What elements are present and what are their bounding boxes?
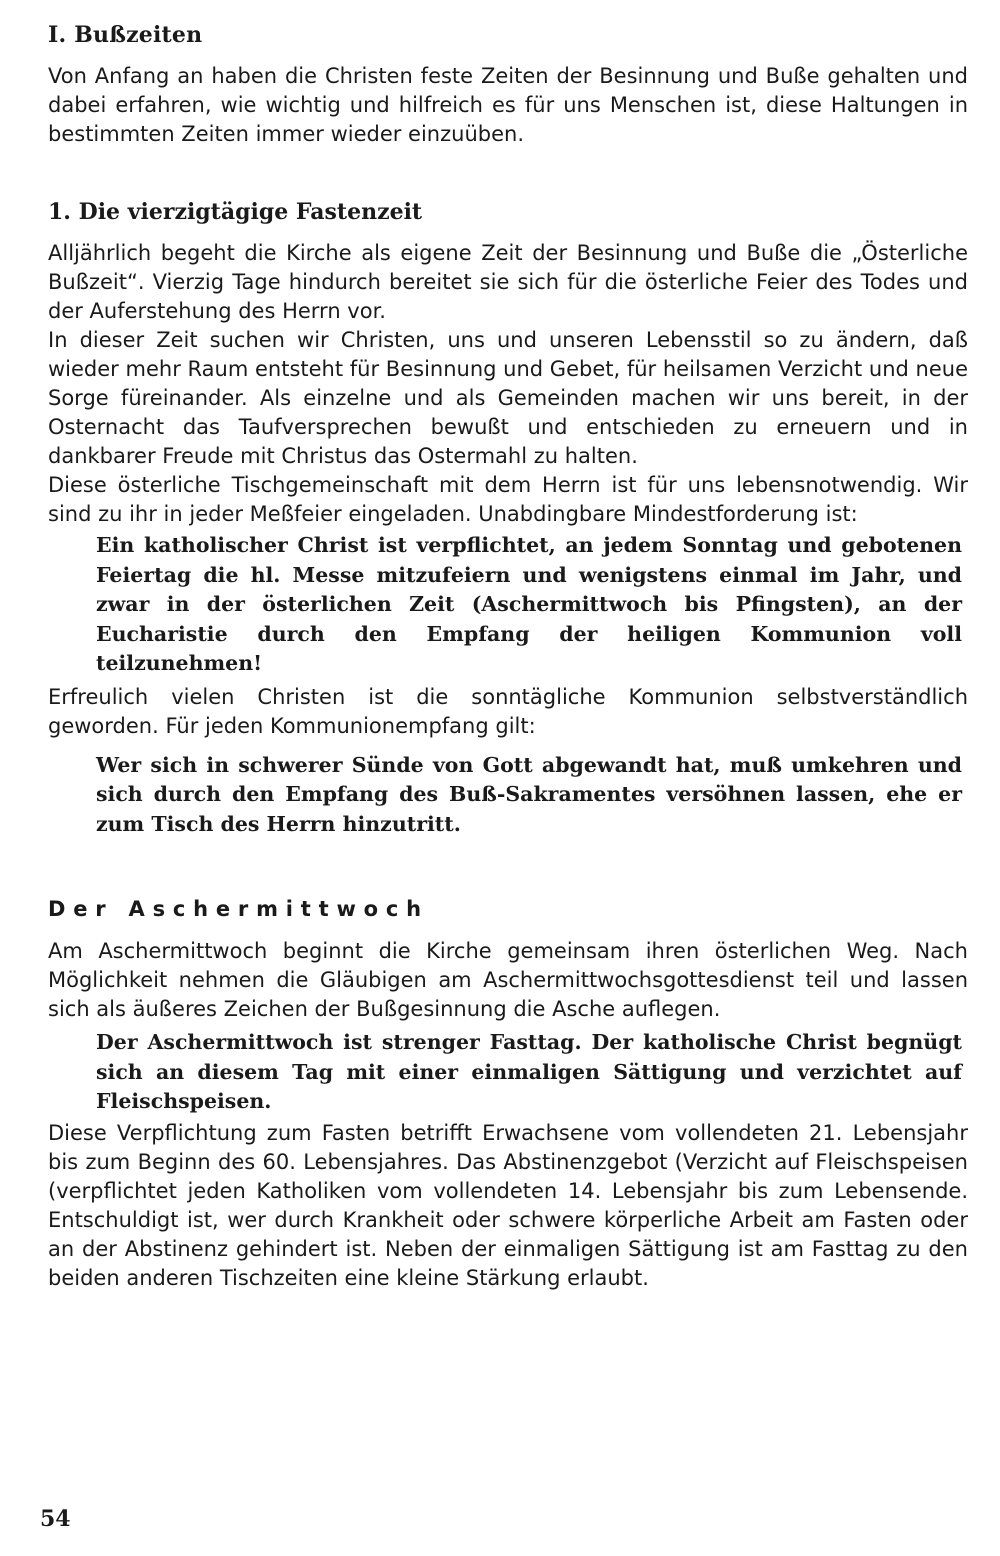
section-heading: I. Bußzeiten	[48, 22, 203, 48]
ash-wednesday-heading: Der Aschermittwoch	[48, 897, 429, 921]
ash-wednesday-closing: Diese Verpflichtung zum Fasten betrifft Erwachsene vom vollendeten 21. Lebensjahr bis zum Beginn des 60. Lebensjahres. Das Abstinenzgebot (Verzicht auf Fleischspeisen (verpflichtet jeden Katholiken vom vollendeten 14. Lebensjahr bis zum Lebensende. Entschuldigt ist, wer durch Krankheit oder schwere körperliche Arbeit am Fasten oder an der Abstinenz gehindert ist. Neben der einmaligen Sättigung ist am Fasttag zu den beiden anderen Tischzeiten eine kleine Stärkung erlaubt.	[48, 1120, 968, 1290]
rule-mass-obligation: Ein katholischer Christ ist verpflichtet, an jedem Sonntag und gebotenen Feiertag die hl. Messe mitzufeiern und wenigstens einmal im Jahr, und zwar in der österlichen Zeit (Aschermittwoch bis Pfingsten), an der Eucharistie durch den Empfang der heiligen Kommunion voll teilzunehmen!	[96, 533, 962, 675]
document-page	[48, 22, 968, 1293]
rule-confession: Wer sich in schwerer Sünde von Gott abgewandt hat, muß umkehren und sich durch den Empfang des Buß-Sakramentes versöhnen lassen, ehe er zum Tisch des Herrn hinzutritt.	[96, 752, 962, 836]
subsection-heading: 1. Die vierzigtägige Fastenzeit	[48, 199, 423, 225]
rule-fast-day: Der Aschermittwoch ist strenger Fasttag. Der katholische Christ begnügt sich an diesem Tag mit einer einmaligen Sättigung und verzichtet auf Fleischspeisen.	[96, 1030, 962, 1113]
paragraph-easter-penance: Alljährlich begeht die Kirche als eigene Zeit der Besinnung und Buße die „Österliche Bußzeit“. Vierzig Tage hindurch bereitet sie sich für die österliche Feier des Todes und der Auferstehung des Herrn vor.	[48, 241, 968, 323]
page-number: 54	[40, 1506, 71, 1532]
section-intro: Von Anfang an haben die Christen feste Zeiten der Besinnung und Buße gehalten und dabei erfahren, wie wichtig und hilfreich es für uns Menschen ist, diese Haltungen in bestimmten Zeiten immer wieder einzuüben.	[48, 64, 968, 146]
paragraph-table-fellowship: Diese österliche Tischgemeinschaft mit dem Herrn ist für uns lebensnotwendig. Wir sind zu ihr in jeder Meßfeier eingeladen. Unabdingbare Mindestforderung ist:	[48, 473, 968, 526]
paragraph-lifestyle: In dieser Zeit suchen wir Christen, uns und unseren Lebensstil so zu ändern, daß wieder mehr Raum entsteht für Besinnung und Gebet, für heilsamen Verzicht und neue Sorge füreinander. Als einzelne und als Gemeinden machen wir uns bereit, in der Osternacht das Taufversprechen bewußt und entschieden zu erneuern und in dankbarer Freude mit Christus das Ostermahl zu halten.	[48, 328, 968, 468]
ash-wednesday-intro: Am Aschermittwoch beginnt die Kirche gemeinsam ihren österlichen Weg. Nach Möglichkeit nehmen die Gläubigen am Aschermittwochsgottesdienst teil und lassen sich als äußeres Zeichen der Bußgesinnung die Asche auflegen.	[48, 939, 968, 1021]
paragraph-communion: Erfreulich vielen Christen ist die sonntägliche Kommunion selbstverständlich geworden. Für jeden Kommunionempfang gilt:	[48, 684, 968, 738]
